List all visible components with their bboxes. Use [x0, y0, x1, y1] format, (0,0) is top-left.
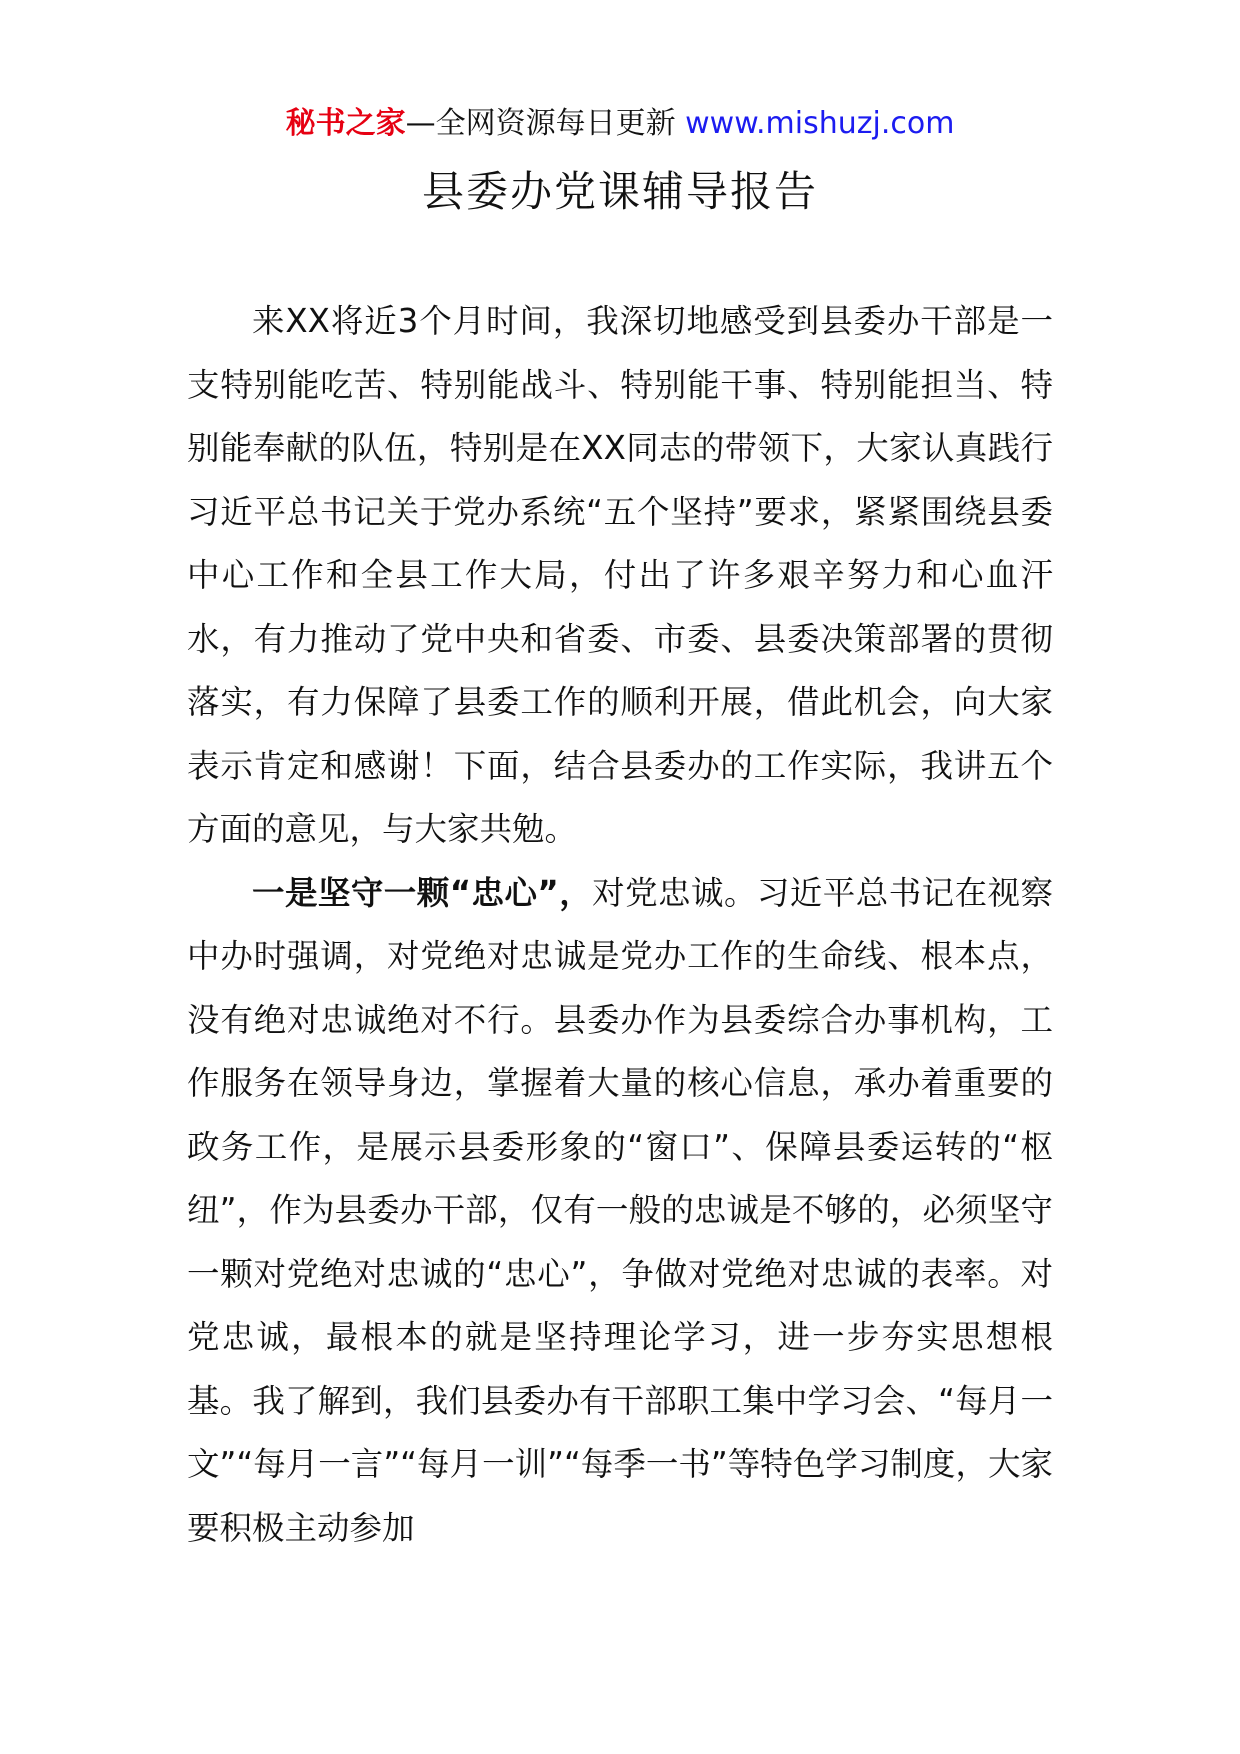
paragraph-lead: 一是坚守一颗“忠心”，: [252, 873, 593, 912]
paragraph-intro: [187, 290, 1053, 862]
paragraph-point-one: [187, 862, 1053, 1561]
site-brand-name: 秘书之家: [285, 106, 406, 141]
paragraph-text: 对党忠诚。习近平总书记在视察中办时强调，对党绝对忠诚是党办工作的生命线、根本点，没有绝对忠诚绝对不行。县委办作为县委综合办事机构，工作服务在领导身边，掌握着大量的核心信息，承办着重要的政务工作，是展示县委形象的“窗口”、保障县委运转的“枢纽”，作为县委办干部，仅有一般的忠诚是不够的，必须坚守一颗对党绝对忠诚的“忠心”，争做对党绝对忠诚的表率。对党忠诚，最根本的就是坚持理论学习，进一步夯实思想根基。我了解到，我们县委办有干部职工集中学习会、“每月一文”“每月一言”“每月一训”“每季一书”等特色学习制度，大家要积极主动参加: [187, 873, 1053, 1547]
site-slogan: —全网资源每日更新: [405, 106, 686, 141]
site-watermark-header: [0, 100, 1240, 148]
document-body: [187, 290, 1053, 1560]
site-url: www.mishuzj.com: [685, 106, 955, 141]
document-title: 县委办党课辅导报告: [421, 167, 818, 216]
paragraph-text: 来XX将近3个月时间，我深切地感受到县委办干部是一支特别能吃苦、特别能战斗、特别能干事、特别能担当、特别能奉献的队伍，特别是在XX同志的带领下，大家认真践行习近平总书记关于党办系统“五个坚持”要求，紧紧围绕县委中心工作和全县工作大局，付出了许多艰辛努力和心血汗水，有力推动了党中央和省委、市委、县委决策部署的贯彻落实，有力保障了县委工作的顺利开展，借此机会，向大家表示肯定和感谢！下面，结合县委办的工作实际，我讲五个方面的意见，与大家共勉。: [187, 302, 1053, 848]
